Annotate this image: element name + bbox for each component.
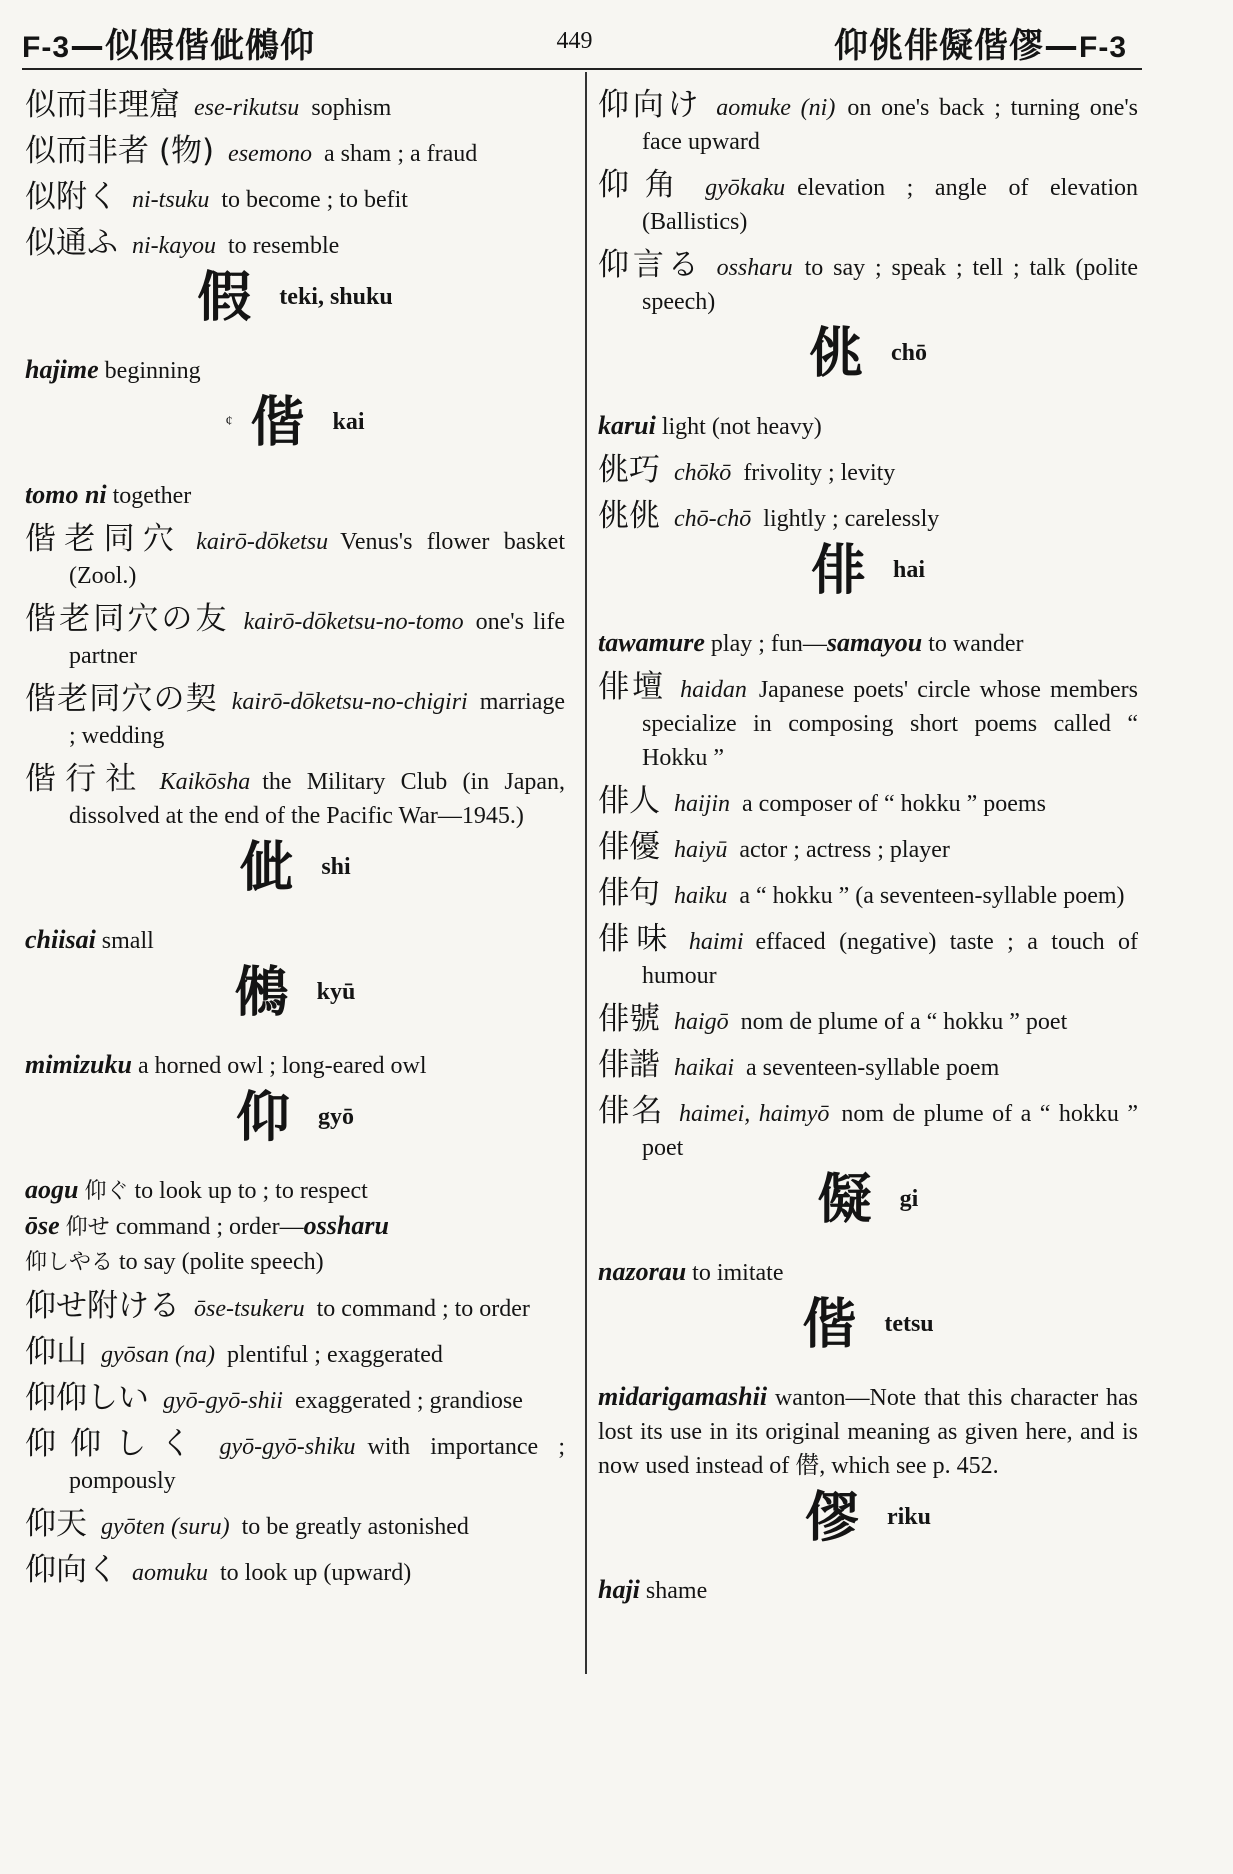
dictionary-entry: [25, 1507, 565, 1544]
dictionary-entry: [598, 876, 1138, 913]
meaning-word: mimizuku: [25, 1050, 132, 1079]
headword-meaning: [25, 1209, 565, 1245]
meaning-def: command ; order—: [115, 1214, 304, 1240]
meaning-word: chiisai: [25, 925, 96, 954]
headword: [598, 1292, 1138, 1370]
meaning-word: midarigamashii: [598, 1382, 768, 1411]
entry-definition: to become ; to befit: [221, 187, 408, 213]
headword-meaning: [25, 353, 565, 388]
headword: [25, 960, 565, 1038]
headword-meaning: [25, 478, 565, 513]
headword-char: 儗: [817, 1167, 872, 1231]
page-number: 449: [556, 28, 593, 54]
headword-meaning: [598, 1255, 1138, 1290]
headword-meaning: [598, 1573, 1138, 1608]
dictionary-entry: [25, 522, 565, 593]
meaning-def: shame: [645, 1578, 708, 1604]
page-header: [22, 18, 1127, 66]
entry-definition: nom de plume of a “ hokku ” poet: [740, 1009, 1068, 1035]
meaning-word: haji: [598, 1575, 640, 1604]
entry-kanji: 仰向け: [598, 87, 703, 123]
headword: [598, 1485, 1138, 1563]
entry-romaji: ni-kayou: [132, 233, 216, 259]
entry-kanji: 似附く: [25, 179, 118, 215]
meaning-def: a horned owl ; long-eared owl: [137, 1053, 427, 1079]
entry-romaji: esemono: [228, 141, 313, 167]
entry-romaji: ossharu: [716, 255, 793, 281]
dictionary-entry: [598, 1002, 1138, 1039]
headword-meaning: [25, 1048, 565, 1083]
margin-mark: ¢: [225, 414, 233, 430]
headword-meaning: [598, 1380, 1138, 1483]
dictionary-entry: [598, 168, 1138, 239]
meaning-kana: 仰せ: [65, 1215, 110, 1240]
headword-char: 假: [197, 265, 252, 329]
meaning-word: karui: [598, 411, 656, 440]
meaning-kana: 仰しやる: [25, 1250, 114, 1275]
entry-kanji: 仰言る: [598, 247, 703, 283]
headword-reading: teki, shuku: [279, 284, 393, 311]
headword-meaning: [25, 1245, 565, 1280]
entry-kanji: 似而非者 (物): [25, 133, 215, 169]
entry-kanji: 俳諧: [598, 1047, 660, 1083]
meaning-word: hajime: [25, 355, 99, 384]
entry-romaji: haimei, haimyō: [678, 1101, 830, 1127]
meaning-word: tawamure: [598, 628, 705, 657]
meaning-def: wanton—Note that this character has lost its use in its original meaning as given here, and is now used instead of 僣, which see p. 452.: [598, 1385, 1139, 1479]
header-left-chars: —似假偕佌鵂仰: [70, 26, 315, 66]
dictionary-entry: [598, 922, 1138, 993]
entry-romaji: gyōkaku: [705, 175, 786, 201]
entry-kanji: 仰向く: [25, 1552, 118, 1588]
headword-meaning: [25, 923, 565, 958]
headword: [598, 1167, 1138, 1245]
entry-kanji: 偕行社: [25, 761, 146, 797]
headword-char: 鵂: [234, 960, 289, 1024]
entry-definition: marriage ; wedding: [69, 689, 565, 749]
entry-romaji: gyō-gyō-shii: [163, 1388, 283, 1414]
entry-romaji: gyōten (suru): [101, 1514, 230, 1540]
headword: [25, 265, 565, 343]
dictionary-entry: [25, 134, 565, 171]
entry-romaji: haigō: [674, 1009, 729, 1035]
headword-reading: kyū: [316, 979, 356, 1006]
meaning-def: to say (polite speech): [119, 1249, 324, 1275]
meaning-def-2: to wander: [928, 631, 1024, 657]
headword: [25, 1085, 565, 1163]
entry-definition: a seventeen-syllable poem: [746, 1055, 1000, 1081]
dictionary-entry: [598, 453, 1138, 490]
headword-meaning: [598, 626, 1138, 661]
meaning-def: together: [112, 483, 192, 509]
entry-romaji: haiku: [674, 883, 728, 909]
entry-definition: one's life partner: [69, 609, 566, 669]
entry-kanji: 仰山: [25, 1334, 87, 1370]
dictionary-entry: [25, 1289, 565, 1326]
headword-char: 偕: [250, 390, 305, 454]
entry-definition: lightly ; carelessly: [763, 506, 940, 532]
meaning-word-2: samayou: [826, 628, 923, 657]
left-column: [25, 88, 565, 1599]
entry-definition: plentiful ; exaggerated: [226, 1342, 443, 1368]
entry-kanji: 俳壇: [598, 669, 667, 705]
entry-kanji: 偕老同穴の友: [25, 601, 230, 637]
entry-kanji: 俳優: [598, 829, 660, 865]
dictionary-entry: [598, 830, 1138, 867]
entry-romaji: ōse-tsukeru: [194, 1296, 305, 1322]
entry-romaji: ni-tsuku: [132, 187, 210, 213]
dictionary-entry: [25, 1427, 565, 1498]
meaning-word: ōse: [25, 1211, 60, 1240]
entry-romaji: haidan: [680, 677, 747, 703]
entry-definition: to resemble: [227, 233, 340, 259]
meaning-def: light (not heavy): [661, 414, 822, 440]
meaning-def: beginning: [104, 358, 201, 384]
entry-definition: a “ hokku ” (a seventeen-syllable poem): [739, 883, 1125, 909]
entry-definition: sophism: [311, 95, 392, 121]
headword-reading: chō: [891, 340, 927, 367]
dictionary-entry: [598, 1094, 1138, 1165]
entry-romaji: gyō-gyō-shiku: [219, 1434, 356, 1460]
entry-kanji: 偕老同穴の契: [25, 681, 218, 717]
headword-reading: hai: [892, 557, 925, 584]
entry-kanji: 俳人: [598, 783, 660, 819]
headword: [25, 835, 565, 913]
dictionary-entry: [598, 1048, 1138, 1085]
meaning-def: play ; fun—: [710, 631, 827, 657]
headword-reading: shi: [321, 854, 351, 881]
dictionary-entry: [598, 784, 1138, 821]
right-column: [598, 88, 1138, 1617]
entry-romaji: aomuke (ni): [716, 95, 836, 121]
entry-kanji: 仰仰しく: [25, 1426, 206, 1462]
entry-kanji: 佻佻: [598, 498, 660, 534]
headword-reading: riku: [886, 1504, 931, 1531]
headword-reading: gi: [899, 1186, 919, 1213]
entry-definition: effaced (negative) taste ; a touch of humour: [642, 929, 1138, 989]
dictionary-entry: [25, 88, 565, 125]
entry-definition: to be greatly astonished: [241, 1514, 469, 1540]
entry-definition: the Military Club (in Japan, dissolved at the end of the Pacific War—1945.): [69, 769, 565, 829]
entry-kanji: 俳名: [598, 1093, 665, 1129]
entry-kanji: 偕老同穴: [25, 521, 183, 557]
entry-romaji: haikai: [674, 1055, 734, 1081]
entry-definition: to say ; speak ; tell ; talk (polite speech): [642, 255, 1139, 315]
entry-kanji: 俳號: [598, 1001, 660, 1037]
entry-definition: elevation ; angle of elevation (Ballistics): [642, 175, 1138, 235]
meaning-kana: 仰ぐ: [84, 1179, 129, 1204]
header-right: [834, 18, 1127, 67]
headword: [25, 390, 565, 468]
headword-char: 仰: [236, 1085, 290, 1149]
dictionary-entry: [598, 670, 1138, 775]
header-right-code: F-3: [1079, 31, 1127, 64]
entry-definition: on one's back ; turning one's face upward: [642, 95, 1139, 155]
headword-char: 佌: [239, 835, 294, 899]
headword-meaning: [598, 409, 1138, 444]
meaning-word: aogu: [25, 1175, 79, 1204]
entry-definition: exaggerated ; grandiose: [294, 1388, 523, 1414]
entry-kanji: 俳味: [598, 921, 675, 957]
entry-definition: to look up (upward): [219, 1560, 412, 1586]
dictionary-entry: [25, 226, 565, 263]
entry-romaji: haijin: [674, 791, 731, 817]
entry-definition: nom de plume of a “ hokku ” poet: [642, 1101, 1138, 1161]
headword-char: 偕: [802, 1292, 857, 1356]
entry-definition: a sham ; a fraud: [324, 141, 478, 167]
meaning-def: small: [101, 928, 154, 954]
entry-romaji: ese-rikutsu: [194, 95, 300, 121]
entry-definition: Venus's flower basket (Zool.): [69, 529, 566, 589]
headword: [598, 321, 1138, 399]
dictionary-entry: [598, 248, 1138, 319]
header-rule: [22, 68, 1142, 70]
entry-kanji: 仰せ附ける: [25, 1288, 180, 1324]
entry-romaji: kairō-dōketsu: [196, 529, 329, 555]
header-left-code: F-3: [22, 31, 70, 64]
entry-kanji: 似通ふ: [25, 225, 118, 261]
dictionary-entry: [25, 1553, 565, 1590]
entry-romaji: chō-chō: [674, 506, 752, 532]
meaning-def: to imitate: [692, 1260, 784, 1286]
headword-reading: gyō: [318, 1104, 354, 1131]
column-divider: [585, 72, 587, 1674]
entry-kanji: 仰仰しい: [25, 1380, 149, 1416]
header-right-chars: 仰佻俳儗偕僇—: [834, 26, 1079, 66]
headword-meaning: [25, 1173, 565, 1209]
meaning-word-2: ossharu: [303, 1211, 389, 1240]
entry-definition: a composer of “ hokku ” poems: [742, 791, 1046, 817]
entry-kanji: 俳句: [598, 875, 660, 911]
headword-reading: kai: [332, 409, 365, 436]
headword-char: 佻: [809, 321, 863, 385]
dictionary-entry: [25, 682, 565, 753]
dictionary-entry: [25, 180, 565, 217]
entry-definition: with importance ; pompously: [69, 1434, 565, 1494]
dictionary-entry: [25, 1381, 565, 1418]
dictionary-entry: [598, 499, 1138, 536]
dictionary-entry: [25, 1335, 565, 1372]
entry-kanji: 似而非理窟: [25, 87, 180, 123]
headword: [598, 538, 1138, 616]
meaning-word: nazorau: [598, 1257, 687, 1286]
entry-romaji: chōkō: [674, 460, 732, 486]
entry-definition: actor ; actress ; player: [739, 837, 950, 863]
headword-char: 俳: [810, 538, 865, 602]
headword-char: 僇: [804, 1485, 859, 1549]
dictionary-entry: [598, 88, 1138, 159]
entry-romaji: haimi: [688, 929, 744, 955]
entry-romaji: gyōsan (na): [101, 1342, 215, 1368]
entry-definition: Japanese poets' circle whose members specialize in composing short poems called “ Hokku ”: [642, 677, 1138, 771]
entry-romaji: haiyū: [674, 837, 728, 863]
entry-romaji: kairō-dōketsu-no-tomo: [243, 609, 464, 635]
entry-definition: frivolity ; levity: [743, 460, 896, 486]
entry-romaji: aomuku: [132, 1560, 208, 1586]
entry-kanji: 仰天: [25, 1506, 87, 1542]
entry-romaji: kairō-dōketsu-no-chigiri: [231, 689, 468, 715]
entry-kanji: 佻巧: [598, 452, 660, 488]
meaning-def: to look up to ; to respect: [134, 1178, 368, 1204]
entry-definition: to command ; to order: [316, 1296, 530, 1322]
entry-kanji: 仰角: [598, 167, 692, 203]
dictionary-entry: [25, 762, 565, 833]
entry-romaji: Kaikōsha: [159, 769, 251, 795]
headword-reading: tetsu: [884, 1311, 934, 1338]
dictionary-entry: [25, 602, 565, 673]
meaning-word: tomo ni: [25, 480, 107, 509]
